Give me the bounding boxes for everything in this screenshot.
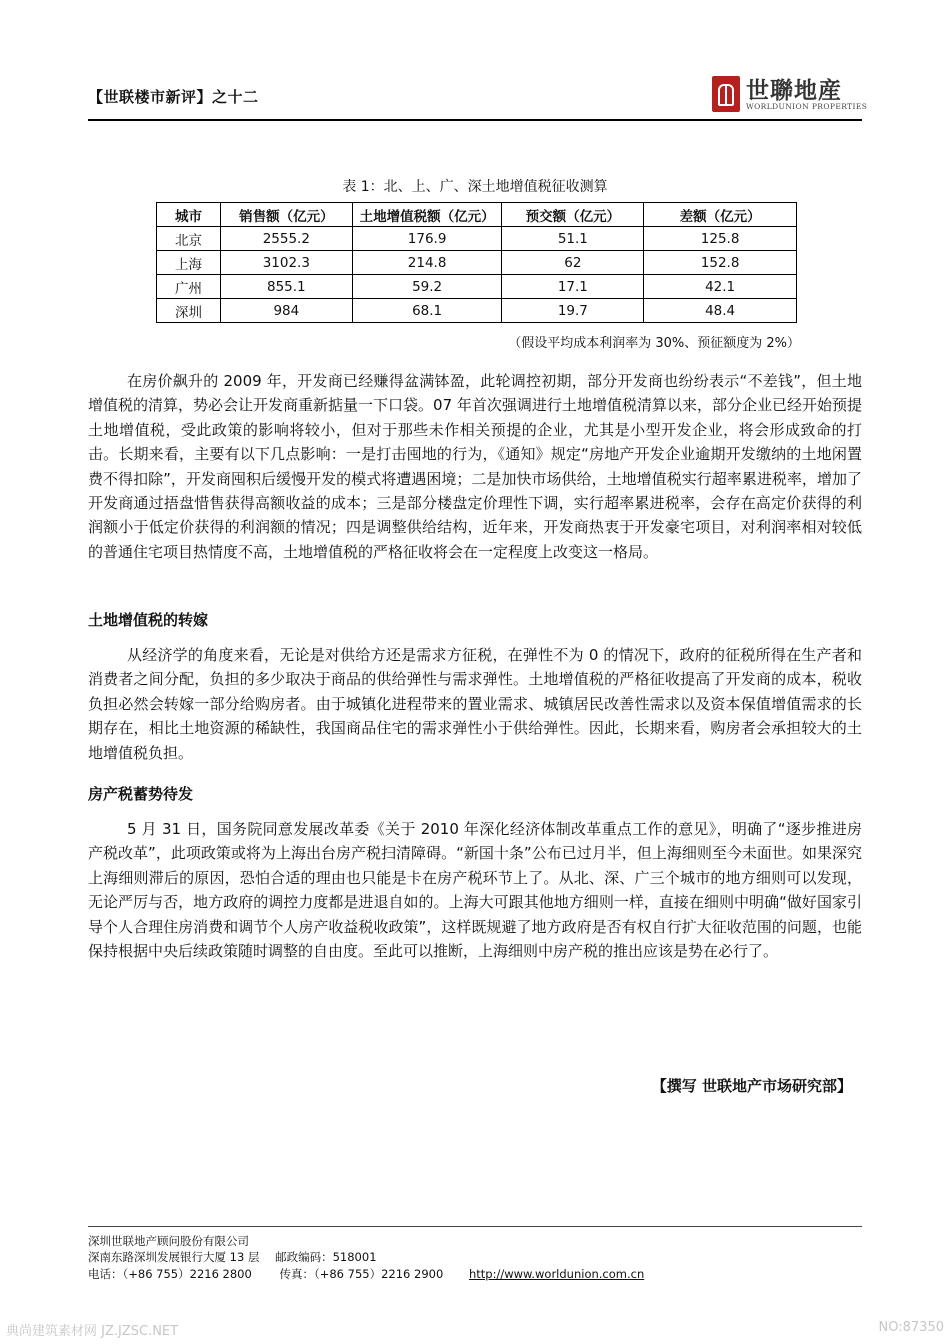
- logo-emblem-icon: [712, 76, 740, 112]
- watermark-left: 典尚建筑素材网 JZ.JZSC.NET: [6, 1324, 179, 1339]
- table-cell-city: 上海: [157, 251, 221, 275]
- table-row: [157, 251, 797, 275]
- table-row: [157, 227, 797, 251]
- table-cell: 214.8: [352, 251, 502, 275]
- footer-website-link[interactable]: http://www.worldunion.com.cn: [468, 1267, 645, 1281]
- table-row: [157, 299, 797, 323]
- table-cell: 51.1: [502, 227, 644, 251]
- column-header: 土地增值税额（亿元）: [352, 203, 502, 227]
- table-cell: 152.8: [644, 251, 797, 275]
- company-logo: [712, 72, 872, 116]
- footer-address-line: [88, 1249, 377, 1265]
- table-cell: 3102.3: [220, 251, 352, 275]
- section-heading: 房产税蓄势待发: [88, 785, 194, 803]
- footer-contact-line: [88, 1266, 644, 1282]
- table-cell: 48.4: [644, 299, 797, 323]
- table-header-row: [157, 203, 797, 227]
- tax-estimate-table: [156, 202, 797, 323]
- table-cell: 17.1: [502, 275, 644, 299]
- table-cell: 125.8: [644, 227, 797, 251]
- column-header: 城市: [157, 203, 221, 227]
- table-cell: 176.9: [352, 227, 502, 251]
- watermark-right: NO:87350: [878, 1320, 944, 1335]
- table-caption: 表 1：北、上、广、深土地增值税征收测算: [342, 179, 608, 195]
- column-header: 差额（亿元）: [644, 203, 797, 227]
- table-cell: 62: [502, 251, 644, 275]
- body-paragraph: 5 月 31 日，国务院同意发展改革委《关于 2010 年深化经济体制改革重点工作的意见》，明确了“逐步推进房产税改革”，此项政策或将为上海出台房产税扫清障碍。“新国十条”公布已过月半，但上海细则至今未面世。如果深究上海细则滞后的原因，恐怕合适的理由也只能是卡在房产税环节上了。从北、深、广三个城市的地方细则可以发现，无论严厉与否，地方政府的调控力度都是进退自如的。上海大可跟其他地方细则一样，直接在细则中明确“做好国家引导个人合理住房消费和调节个人房产收益税收政策”，这样既规避了地方政府是否有权自行扩大征收范围的问题，也能保持根据中央后续政策随时调整的自由度。至此可以推断，上海细则中房产税的推出应该是势在必行了。: [88, 820, 862, 961]
- header-divider: [88, 119, 862, 121]
- column-header: 预交额（亿元）: [502, 203, 644, 227]
- document-series-title: 【世联楼市新评】之十二: [88, 88, 259, 106]
- footer-postcode: 邮政编码：518001: [275, 1250, 377, 1264]
- footer-divider: [88, 1226, 862, 1227]
- body-paragraph: 从经济学的角度来看，无论是对供给方还是需求方征税，在弹性不为 0 的情况下，政府的征税所得在生产者和消费者之间分配，负担的多少取决于商品的供给弹性与需求弹性。土地增值税的严格征收提高了开发商的成本，税收负担必然会转嫁一部分给购房者。由于城镇化进程带来的置业需求、城镇居民改善性需求以及资本保值增值需求的长期存在，相比土地资源的稀缺性，我国商品住宅的需求弹性小于供给弹性。因此，长期来看，购房者会承担较大的土地增值税负担。: [88, 646, 862, 762]
- footer-company: 深圳世联地产顾问股份有限公司: [88, 1234, 249, 1248]
- table-row: [157, 275, 797, 299]
- table-footnote: （假设平均成本利润率为 30%、预征额度为 2%）: [508, 336, 800, 351]
- section-heading: 土地增值税的转嫁: [88, 611, 209, 629]
- footer-fax: 传真：（+86 755）2216 2900: [279, 1267, 444, 1281]
- logo-chinese-text: 世聯地産: [746, 77, 842, 104]
- table-cell: 42.1: [644, 275, 797, 299]
- footer-address: 深南东路深圳发展银行大厦 13 层: [88, 1250, 260, 1264]
- table-cell-city: 北京: [157, 227, 221, 251]
- table-cell: 984: [220, 299, 352, 323]
- footer-phone: 电话：（+86 755）2216 2800: [88, 1267, 252, 1281]
- table-cell: 19.7: [502, 299, 644, 323]
- table-cell: 2555.2: [220, 227, 352, 251]
- table-cell: 855.1: [220, 275, 352, 299]
- logo-english-text: WORLDUNION PROPERTIES: [746, 102, 868, 111]
- body-paragraph: 在房价飙升的 2009 年，开发商已经赚得盆满钵盈，此轮调控初期，部分开发商也纷纷表示“不差钱”，但土地增值税的清算，势必会让开发商重新掂量一下口袋。07 年首次强调进行土地增值税清算以来，部分企业已经开始预提土地增值税，受此政策的影响将较小，但对于那些未作相关预提的企业，尤其是小型开发企业，将会形成致命的打击。长期来看，主要有以下几点影响：一是打击囤地的行为，《通知》规定“房地产开发企业逾期开发缴纳的土地闲置费不得扣除”，开发商囤积后缓慢开发的模式将遭遇困境；二是加快市场供给，土地增值税实行超率累进税率，增加了开发商通过捂盘惜售获得高额收益的成本；三是部分楼盘定价理性下调，实行超率累进税率，会存在高定价获得的利润额小于低定价获得的利润额的情况；四是调整供给结构，近年来，开发商热衷于开发豪宅项目，对利润率相对较低的普通住宅项目热情度不高，土地增值税的严格征收将会在一定程度上改变这一格局。: [88, 372, 862, 561]
- table-cell-city: 广州: [157, 275, 221, 299]
- column-header: 销售额（亿元）: [220, 203, 352, 227]
- table-cell-city: 深圳: [157, 299, 221, 323]
- author-signature: 【撰写 世联地产市场研究部】: [651, 1077, 852, 1095]
- table-cell: 68.1: [352, 299, 502, 323]
- table-cell: 59.2: [352, 275, 502, 299]
